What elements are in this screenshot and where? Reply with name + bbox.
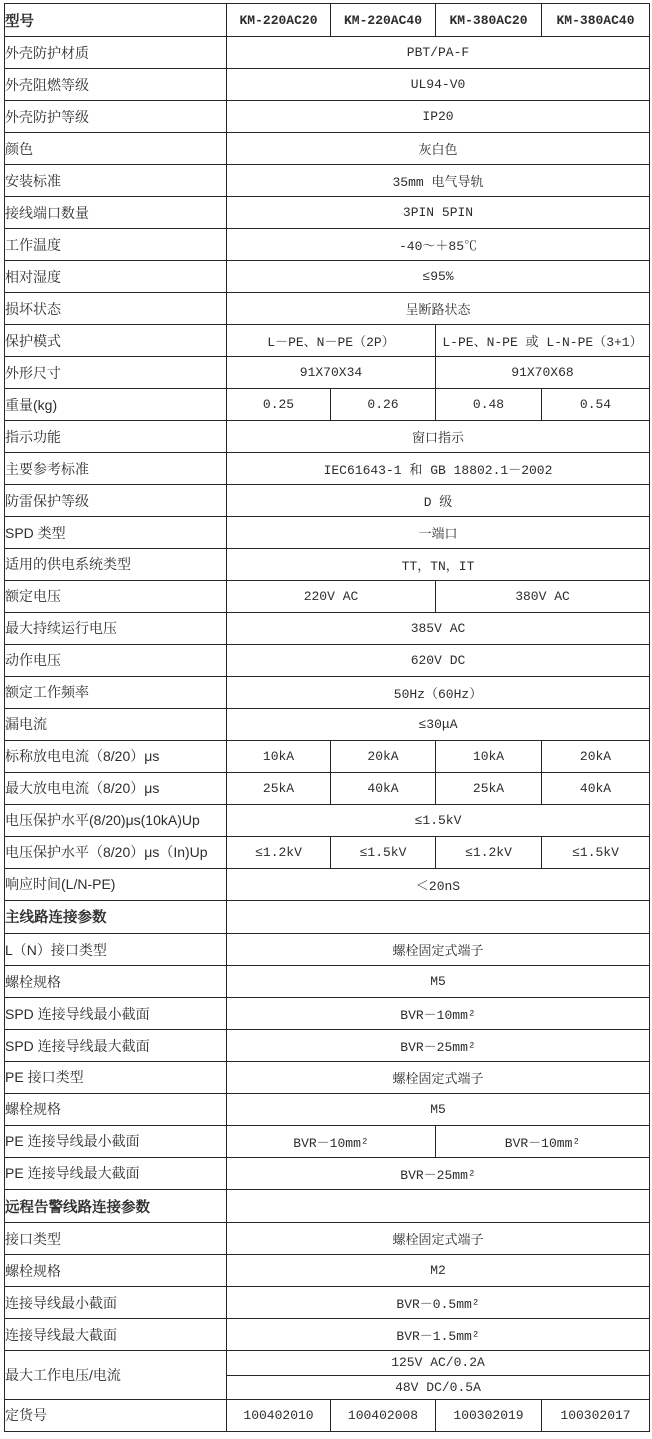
- spec-value-cell: 40kA: [331, 772, 436, 804]
- spec-value-cell: UL94-V0: [227, 69, 650, 101]
- spec-value-cell: [227, 900, 650, 933]
- table-row: [5, 261, 650, 293]
- row-label: 外形尺寸: [5, 357, 227, 389]
- row-label: 损坏状态: [5, 293, 227, 325]
- spec-value-cell: IEC61643-1 和 GB 18802.1－2002: [227, 453, 650, 485]
- spec-value-cell: 一端口: [227, 517, 650, 549]
- table-row: [5, 229, 650, 261]
- table-row: [5, 1319, 650, 1351]
- spec-value-cell: 100302017: [542, 1399, 650, 1431]
- model-header-cell: KM-220AC20: [227, 4, 331, 37]
- spec-value-cell: BVR－1.5mm²: [227, 1319, 650, 1351]
- table-row: [5, 37, 650, 69]
- table-row: [5, 676, 650, 708]
- spec-value-cell: L-PE、N-PE 或 L-N-PE（3+1）: [436, 325, 650, 357]
- table-row: [5, 1093, 650, 1125]
- spec-value-cell: 20kA: [331, 740, 436, 772]
- table-row: [5, 453, 650, 485]
- spec-value-cell: 220V AC: [227, 580, 436, 612]
- spec-value-cell: 0.26: [331, 389, 436, 421]
- spec-value-cell: ≤1.5kV: [542, 836, 650, 868]
- table-row: [5, 1030, 650, 1062]
- spec-value-cell: 25kA: [436, 772, 542, 804]
- spec-value-cell: BVR－10mm²: [227, 1125, 436, 1157]
- table-row: [5, 1255, 650, 1287]
- spec-value-cell: 125V AC/0.2A: [227, 1351, 650, 1375]
- row-label: 指示功能: [5, 421, 227, 453]
- row-label: 电压保护水平(8/20)μs(10kA)Up: [5, 804, 227, 836]
- row-label: 接口类型: [5, 1223, 227, 1255]
- table-row: [5, 101, 650, 133]
- row-label: 外壳防护等级: [5, 101, 227, 133]
- spec-value-cell: 螺栓固定式端子: [227, 934, 650, 966]
- section-row: [5, 1189, 650, 1222]
- spec-value-cell: IP20: [227, 101, 650, 133]
- table-row: [5, 69, 650, 101]
- spec-value-cell: 螺栓固定式端子: [227, 1062, 650, 1094]
- table-row: [5, 966, 650, 998]
- spec-value-cell: 螺栓固定式端子: [227, 1223, 650, 1255]
- row-label: SPD 类型: [5, 517, 227, 549]
- spec-value-cell: 10kA: [436, 740, 542, 772]
- spec-value-cell: M5: [227, 1093, 650, 1125]
- row-label: 型号: [5, 4, 227, 37]
- spec-value-cell: 灰白色: [227, 133, 650, 165]
- table-row: [5, 1062, 650, 1094]
- spec-value-cell: D 级: [227, 485, 650, 517]
- spec-value-cell: 91X70X68: [436, 357, 650, 389]
- table-row: [5, 1223, 650, 1255]
- row-label: 额定电压: [5, 580, 227, 612]
- row-label: 保护模式: [5, 325, 227, 357]
- spec-value-cell: -40～＋85℃: [227, 229, 650, 261]
- table-row: [5, 357, 650, 389]
- table-row: [5, 804, 650, 836]
- section-title: 主线路连接参数: [5, 900, 227, 933]
- spec-value-cell: BVR－10mm²: [227, 998, 650, 1030]
- table-row: [5, 548, 650, 580]
- row-label: 接线端口数量: [5, 197, 227, 229]
- spec-value-cell: 10kA: [227, 740, 331, 772]
- table-row: [5, 389, 650, 421]
- spec-table: [4, 3, 650, 1432]
- spec-value-cell: ≤1.5kV: [227, 804, 650, 836]
- row-label: 螺栓规格: [5, 1255, 227, 1287]
- spec-value-cell: 91X70X34: [227, 357, 436, 389]
- spec-value-cell: 50Hz（60Hz）: [227, 676, 650, 708]
- header-row: [5, 4, 650, 37]
- spec-value-cell: ≤1.5kV: [331, 836, 436, 868]
- table-row: [5, 1157, 650, 1189]
- section-row: [5, 900, 650, 933]
- table-row: [5, 612, 650, 644]
- spec-value-cell: 20kA: [542, 740, 650, 772]
- spec-value-cell: 窗口指示: [227, 421, 650, 453]
- row-label: 防雷保护等级: [5, 485, 227, 517]
- table-row: [5, 165, 650, 197]
- spec-value-cell: BVR－10mm²: [436, 1125, 650, 1157]
- table-row: [5, 517, 650, 549]
- spec-value-cell: 620V DC: [227, 644, 650, 676]
- row-label: 连接导线最小截面: [5, 1287, 227, 1319]
- table-row: [5, 133, 650, 165]
- row-label: 标称放电电流（8/20）μs: [5, 740, 227, 772]
- row-label: 漏电流: [5, 708, 227, 740]
- row-label: 响应时间(L/N-PE): [5, 868, 227, 900]
- row-label: PE 连接导线最大截面: [5, 1157, 227, 1189]
- spec-value-cell: L－PE、N－PE（2P）: [227, 325, 436, 357]
- spec-value-cell: ≤1.2kV: [436, 836, 542, 868]
- spec-value-cell: ≤30μA: [227, 708, 650, 740]
- row-label: 螺栓规格: [5, 966, 227, 998]
- row-label: 外壳防护材质: [5, 37, 227, 69]
- row-label: 安装标准: [5, 165, 227, 197]
- spec-value-cell: BVR－25mm²: [227, 1030, 650, 1062]
- row-label: 颜色: [5, 133, 227, 165]
- table-row: [5, 644, 650, 676]
- spec-value-cell: BVR－25mm²: [227, 1157, 650, 1189]
- row-label: PE 连接导线最小截面: [5, 1125, 227, 1157]
- model-header-cell: KM-220AC40: [331, 4, 436, 37]
- table-row: [5, 325, 650, 357]
- table-row: [5, 580, 650, 612]
- table-row: [5, 772, 650, 804]
- row-label: 额定工作频率: [5, 676, 227, 708]
- table-row: [5, 293, 650, 325]
- spec-value-cell: 0.54: [542, 389, 650, 421]
- row-label: 定货号: [5, 1399, 227, 1431]
- row-label: 最大工作电压/电流: [5, 1351, 227, 1400]
- spec-value-cell: 380V AC: [436, 580, 650, 612]
- spec-value-cell: ＜20nS: [227, 868, 650, 900]
- spec-value-cell: [227, 1189, 650, 1222]
- spec-table-body: [5, 4, 650, 1432]
- row-label: SPD 连接导线最大截面: [5, 1030, 227, 1062]
- row-label: SPD 连接导线最小截面: [5, 998, 227, 1030]
- spec-value-cell: M2: [227, 1255, 650, 1287]
- spec-value-cell: 100402008: [331, 1399, 436, 1431]
- row-label: 工作温度: [5, 229, 227, 261]
- table-row: [5, 998, 650, 1030]
- spec-value-cell: 25kA: [227, 772, 331, 804]
- spec-value-cell: BVR－0.5mm²: [227, 1287, 650, 1319]
- row-label: 螺栓规格: [5, 1093, 227, 1125]
- row-label: L（N）接口类型: [5, 934, 227, 966]
- row-label: 重量(kg): [5, 389, 227, 421]
- table-row: [5, 708, 650, 740]
- row-label: 动作电压: [5, 644, 227, 676]
- table-row: [5, 1399, 650, 1431]
- spec-value-cell: 0.48: [436, 389, 542, 421]
- table-row: [5, 1125, 650, 1157]
- table-row: [5, 934, 650, 966]
- spec-value-cell: 40kA: [542, 772, 650, 804]
- row-label: 连接导线最大截面: [5, 1319, 227, 1351]
- table-row: [5, 197, 650, 229]
- spec-value-cell: ≤95%: [227, 261, 650, 293]
- spec-value-cell: 呈断路状态: [227, 293, 650, 325]
- section-title: 远程告警线路连接参数: [5, 1189, 227, 1222]
- table-row: [5, 485, 650, 517]
- spec-value-cell: 3PIN 5PIN: [227, 197, 650, 229]
- row-label: 相对湿度: [5, 261, 227, 293]
- model-header-cell: KM-380AC40: [542, 4, 650, 37]
- table-row: [5, 1287, 650, 1319]
- row-label: 适用的供电系统类型: [5, 548, 227, 580]
- spec-value-cell: PBT/PA-F: [227, 37, 650, 69]
- table-row: [5, 1351, 650, 1375]
- spec-value-cell: 100402010: [227, 1399, 331, 1431]
- table-row: [5, 836, 650, 868]
- spec-value-cell: 0.25: [227, 389, 331, 421]
- row-label: PE 接口类型: [5, 1062, 227, 1094]
- spec-value-cell: TT，TN，IT: [227, 548, 650, 580]
- model-header-cell: KM-380AC20: [436, 4, 542, 37]
- table-row: [5, 421, 650, 453]
- row-label: 外壳阻燃等级: [5, 69, 227, 101]
- row-label: 电压保护水平（8/20）μs（In)Up: [5, 836, 227, 868]
- spec-value-cell: 100302019: [436, 1399, 542, 1431]
- spec-value-cell: 48V DC/0.5A: [227, 1375, 650, 1399]
- table-row: [5, 740, 650, 772]
- spec-value-cell: 35mm 电气导轨: [227, 165, 650, 197]
- row-label: 最大持续运行电压: [5, 612, 227, 644]
- spec-value-cell: M5: [227, 966, 650, 998]
- row-label: 最大放电电流（8/20）μs: [5, 772, 227, 804]
- table-row: [5, 868, 650, 900]
- row-label: 主要参考标准: [5, 453, 227, 485]
- spec-value-cell: ≤1.2kV: [227, 836, 331, 868]
- spec-value-cell: 385V AC: [227, 612, 650, 644]
